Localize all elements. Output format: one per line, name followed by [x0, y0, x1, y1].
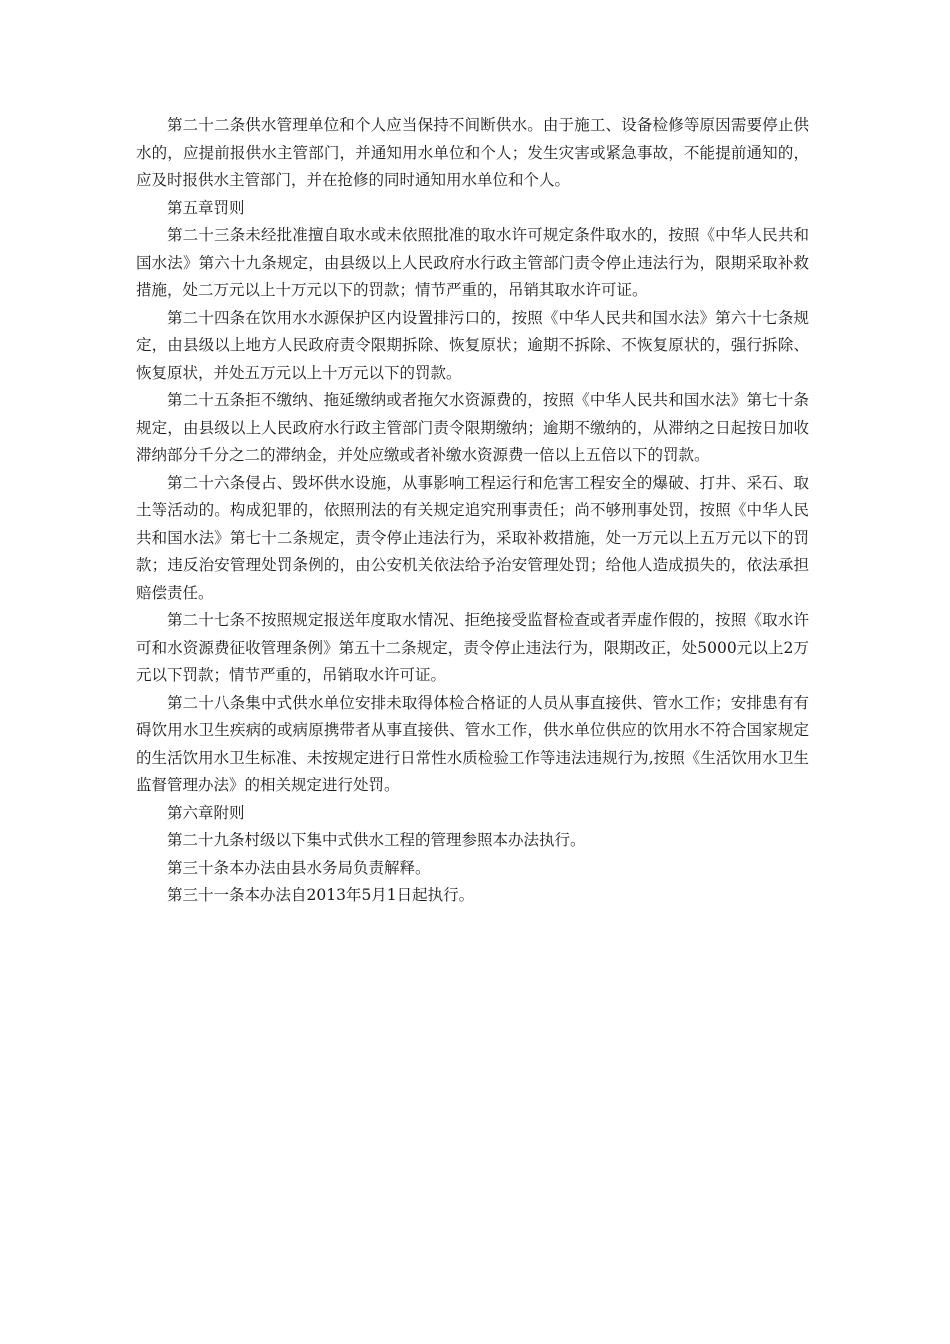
document-body — [136, 112, 809, 910]
article-29-paragraph: 第二十九条村级以下集中式供水工程的管理参照本办法执行。 — [167, 831, 586, 849]
article-31-paragraph: 第三十一条本办法自2013年5月1日起执行。 — [167, 886, 475, 904]
chapter-6-heading: 第六章附则 — [167, 803, 245, 822]
article-27-paragraph: 第二十七条不按照规定报送年度取水情况、拒绝接受监督检查或者弄虚作假的，按照《取水许可和水资源费征收管理条例》第五十二条规定，责令停止违法行为，限期改正，处5000元以上2万元以下罚款；情节严重的，吊销取水许可证。 — [136, 611, 809, 684]
article-23-paragraph: 第二十三条未经批准擅自取水或未依照批准的取水许可规定条件取水的，按照《中华人民共和国水法》第六十九条规定，由县级以上人民政府水行政主管部门责令停止违法行为，限期采取补救措施，处二万元以上十万元以下的罚款；情节严重的，吊销其取水许可证。 — [136, 226, 809, 299]
article-24-paragraph: 第二十四条在饮用水水源保护区内设置排污口的，按照《中华人民共和国水法》第六十七条规定，由县级以上地方人民政府责令限期拆除、恢复原状；逾期不拆除、不恢复原状的，强行拆除、恢复原状，并处五万元以上十万元以下的罚款。 — [136, 308, 809, 382]
article-26-paragraph: 第二十六条侵占、毁坏供水设施，从事影响工程运行和危害工程安全的爆破、打井、采石、取土等活动的。构成犯罪的，依照刑法的有关规定追究刑事责任；尚不够刑事处罚，按照《中华人民共和国水法》第七十二条规定，责令停止违法行为，采取补救措施，处一万元以上五万元以下的罚款；违反治安管理处罚条例的，由公安机关依法给予治安管理处罚；给他人造成损失的，依法承担赔偿责任。 — [136, 473, 809, 602]
article-22-paragraph: 第二十二条供水管理单位和个人应当保持不间断供水。由于施工、设备检修等原因需要停止供水的，应提前报供水主管部门，并通知用水单位和个人；发生灾害或紧急事故，不能提前通知的，应及时报供水主管部门，并在抢修的同时通知用水单位和个人。 — [136, 116, 809, 189]
article-28-paragraph: 第二十八条集中式供水单位安排未取得体检合格证的人员从事直接供、管水工作；安排患有有碍饮用水卫生疾病的或病原携带者从事直接供、管水工作，供水单位供应的饮用水不符合国家规定的生活饮用水卫生标准、未按规定进行日常性水质检验工作等违法违规行为,按照《生活饮用水卫生监督管理办法》的相关规定进行处罚。 — [136, 693, 809, 794]
article-30-paragraph: 第三十条本办法由县水务局负责解释。 — [167, 858, 431, 877]
chapter-5-heading: 第五章罚则 — [167, 198, 245, 217]
article-25-paragraph: 第二十五条拒不缴纳、拖延缴纳或者拖欠水资源费的，按照《中华人民共和国水法》第七十条规定，由县级以上人民政府水行政主管部门责令限期缴纳；逾期不缴纳的，从滞纳之日起按日加收滞纳部分千分之二的滞纳金，并处应缴或者补缴水资源费一倍以上五倍以下的罚款。 — [136, 391, 809, 464]
